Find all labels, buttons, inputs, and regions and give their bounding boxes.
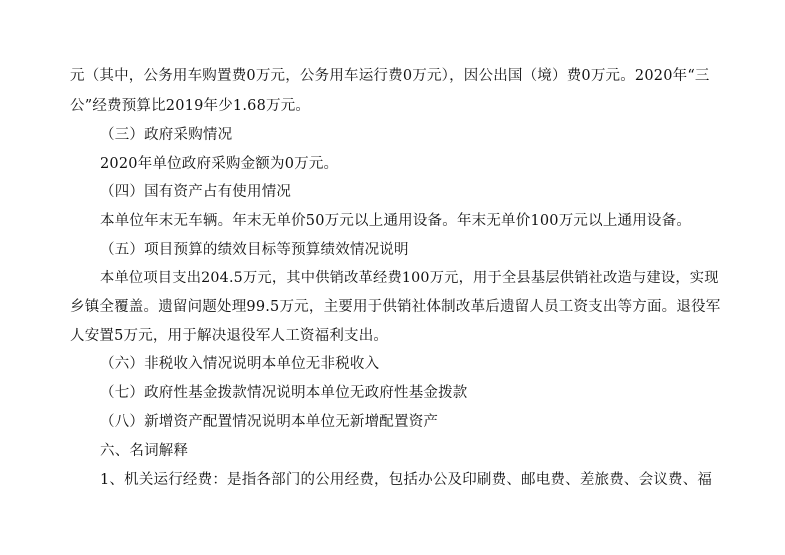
- paragraph-project-line-3: 人安置5万元，用于解决退役军人工资福利支出。: [70, 328, 389, 344]
- paragraph-project-line-1: 本单位项目支出204.5万元，其中供销改革经费100万元，用于全县基层供销社改造与建设，实现: [100, 270, 719, 286]
- section-heading-new-assets: （八）新增资产配置情况说明本单位无新增配置资产: [100, 414, 439, 430]
- section-heading-government-fund: （七）政府性基金拨款情况说明本单位无政府性基金拨款: [100, 385, 468, 401]
- paragraph-state-assets: 本单位年末无车辆。年末无单价50万元以上通用设备。年末无单价100万元以上通用设备。: [100, 213, 692, 229]
- paragraph-procurement-amount: 2020年单位政府采购金额为0万元。: [100, 156, 339, 172]
- section-heading-nontax: （六）非税收入情况说明本单位无非税收入: [100, 356, 380, 372]
- section-heading-state-assets: （四）国有资产占有使用情况: [100, 184, 292, 200]
- paragraph-line-1: 元（其中，公务用车购置费0万元，公务用车运行费0万元），因公出国（境）费0万元。2020年“三: [70, 68, 710, 84]
- section-heading-procurement: （三）政府采购情况: [100, 127, 233, 143]
- section-heading-glossary: 六、名词解释: [100, 443, 189, 459]
- section-heading-performance: （五）项目预算的绩效目标等预算绩效情况说明: [100, 242, 409, 258]
- paragraph-project-line-2: 乡镇全覆盖。遗留问题处理99.5万元，主要用于供销社体制改革后遗留人员工资支出等方面。退役军: [70, 299, 721, 315]
- paragraph-line-2: 公”经费预算比2019年少1.68万元。: [70, 98, 311, 114]
- glossary-item-1: 1、机关运行经费：是指各部门的公用经费，包括办公及印刷费、邮电费、差旅费、会议费、福: [100, 472, 713, 488]
